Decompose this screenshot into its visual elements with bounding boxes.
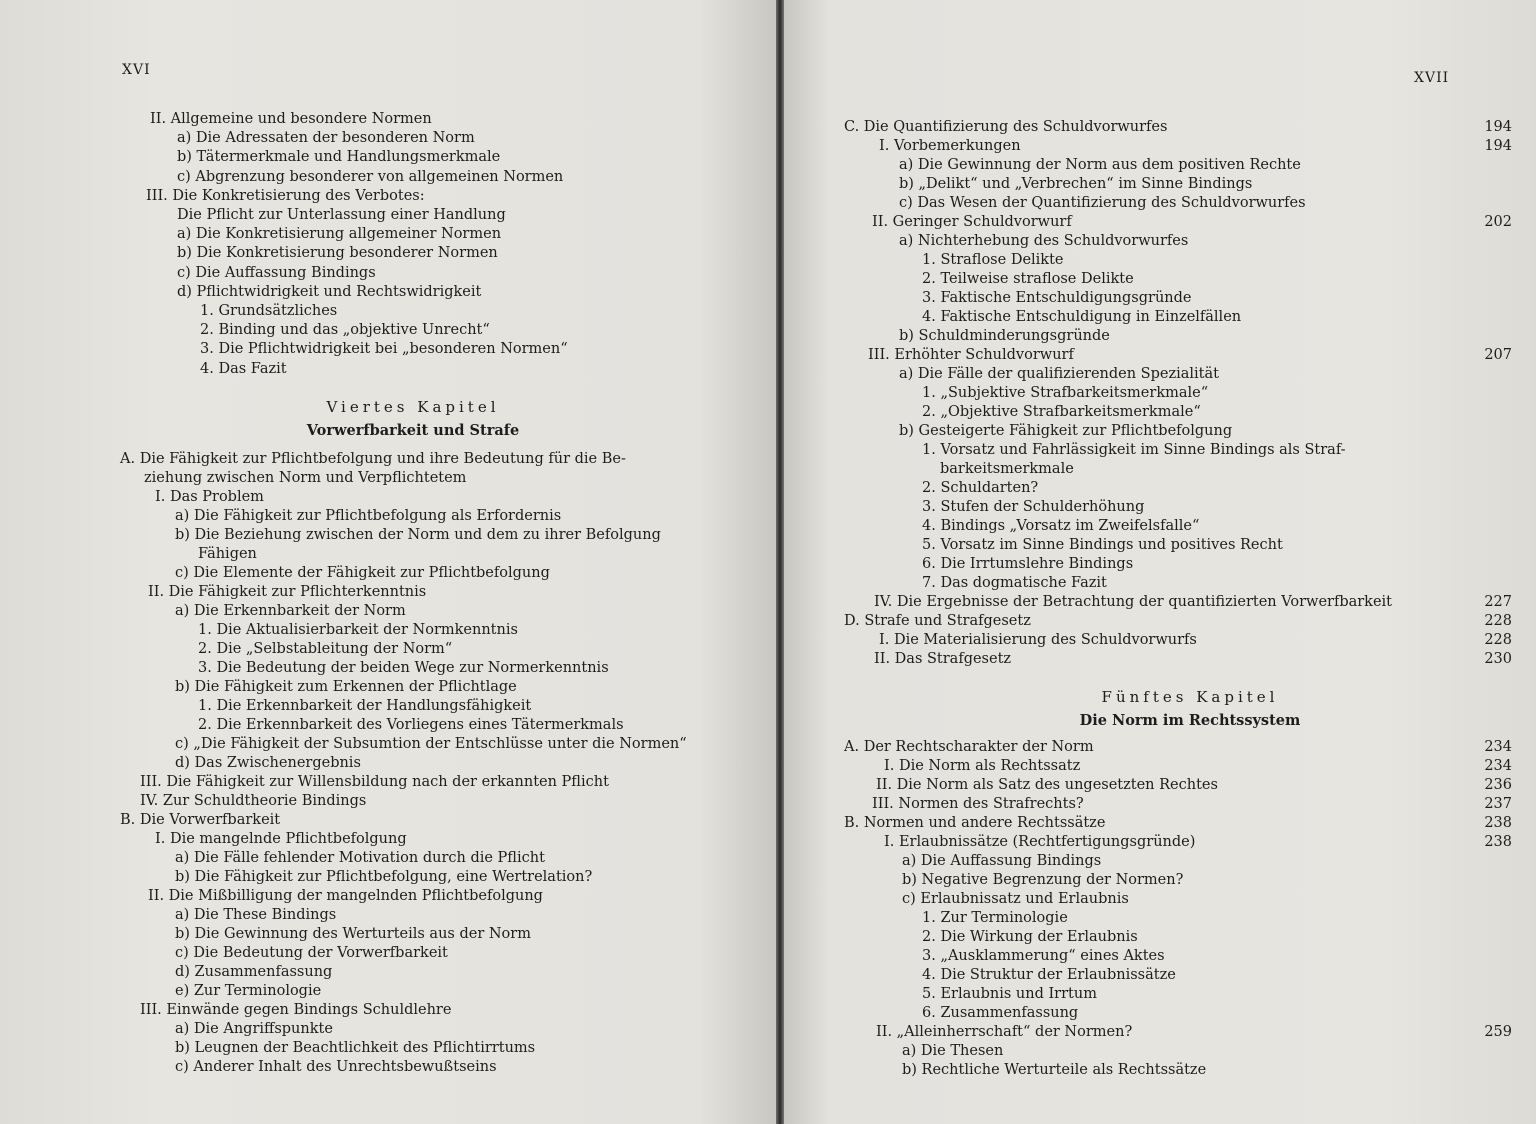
toc-entry [844, 137, 1512, 156]
toc-entry-title: 2. Die Wirkung der Erlaubnis [922, 929, 1138, 945]
toc-entry [844, 251, 1064, 270]
toc-entry [844, 213, 1512, 232]
toc-entry [120, 678, 517, 697]
toc-entry-title: b) Die Fähigkeit zur Pflichtbefolgung, eine Wertrelation? [175, 869, 593, 885]
toc-entry-page: 228 [1484, 632, 1512, 648]
toc-entry-title: 1. Vorsatz und Fahrlässigkeit im Sinne Bindings als Straf- [922, 442, 1346, 458]
toc-entry-title: 1. Die Aktualisierbarkeit der Normkenntnis [198, 622, 518, 638]
toc-entry-title: II. Die Norm als Satz des ungesetzten Rechtes [876, 777, 1218, 793]
toc-entry [122, 360, 287, 379]
toc-entry-title: B. Normen und andere Rechtssätze [844, 815, 1106, 831]
toc-entry [122, 225, 501, 244]
toc-entry [844, 308, 1241, 327]
toc-entry [120, 925, 531, 944]
toc-entry [844, 270, 1134, 289]
toc-entry [122, 321, 490, 340]
toc-entry-title: IV. Zur Schuldtheorie Bindings [140, 793, 367, 809]
toc-entry-title: b) „Delikt“ und „Verbrechen“ im Sinne Bindings [899, 176, 1253, 192]
toc-entry-title: 3. Die Bedeutung der beiden Wege zur Normerkenntnis [198, 660, 609, 676]
toc-entry [122, 283, 481, 302]
toc-entry-title: A. Der Rechtscharakter der Norm [844, 739, 1094, 755]
toc-entry [844, 1061, 1206, 1080]
toc-entry-title: 2. Schuldarten? [922, 480, 1039, 496]
toc-entry-title: 4. Das Fazit [200, 360, 287, 377]
toc-entry-title: a) Die Auffassung Bindings [902, 853, 1102, 869]
toc-entry-title: Die Pflicht zur Unterlassung einer Handlung [177, 207, 506, 223]
toc-entry-title: a) Die Gewinnung der Norm aus dem positiven Rechte [899, 157, 1301, 173]
toc-entry [120, 564, 550, 583]
toc-entry-title: b) Die Fähigkeit zum Erkennen der Pflichtlage [175, 679, 517, 695]
chapter-title: Vorwerfbarkeit und Strafe [306, 422, 520, 439]
toc-entry [122, 168, 563, 187]
toc-entry-title: II. Allgemeine und besondere Normen [150, 111, 432, 127]
toc-entry [120, 697, 531, 716]
toc-entry-title: b) Die Gewinnung des Werturteils aus der Norm [175, 926, 531, 942]
toc-entry-title: III. Einwände gegen Bindings Schuldlehre [140, 1002, 452, 1018]
toc-entry [844, 947, 1165, 966]
toc-entry [120, 868, 592, 887]
toc-entry [120, 754, 361, 773]
toc-entry [844, 403, 1201, 422]
toc-entry-title: I. Die Norm als Rechtssatz [884, 758, 1081, 774]
toc-entry [844, 156, 1301, 175]
toc-entry-title: barkeitsmerkmale [940, 461, 1074, 477]
toc-entry-title: b) Die Konkretisierung besonderer Normen [177, 245, 498, 262]
toc-entry-title: c) Die Auffassung Bindings [177, 264, 376, 281]
toc-entry-title: a) Die Erkennbarkeit der Norm [175, 603, 406, 619]
toc-entry [120, 1020, 333, 1039]
toc-entry-title: b) Rechtliche Werturteile als Rechtssätze [902, 1062, 1207, 1078]
toc-entry-title: a) Die These Bindings [175, 907, 337, 923]
toc-entry [120, 716, 624, 735]
toc-entry [120, 811, 280, 830]
toc-entry-title: d) Pflichtwidrigkeit und Rechtswidrigkeit [177, 283, 482, 300]
toc-entry-title: III. Die Fähigkeit zur Willensbildung nach der erkannten Pflicht [140, 774, 609, 790]
toc-entry-title: a) Die Angriffspunkte [175, 1021, 333, 1037]
toc-entry [120, 906, 336, 925]
toc-entry-title: a) Die Konkretisierung allgemeiner Normen [177, 226, 502, 243]
toc-entry-page: 207 [1484, 347, 1512, 363]
toc-entry-title: c) Die Elemente der Fähigkeit zur Pflichtbefolgung [175, 565, 550, 581]
toc-entry [120, 450, 626, 469]
toc-entry-title: B. Die Vorwerfbarkeit [120, 812, 281, 828]
toc-entry-page: 237 [1484, 796, 1512, 812]
toc-entry [844, 757, 1512, 776]
toc-entry [844, 327, 1110, 346]
toc-entry-title: a) Die Thesen [902, 1043, 1004, 1059]
chapter-title: Die Norm im Rechtssystem [1079, 712, 1301, 729]
toc-entry-title: 1. „Subjektive Strafbarkeitsmerkmale“ [922, 385, 1209, 401]
toc-entry-title: II. Die Fähigkeit zur Pflichterkenntnis [148, 584, 427, 600]
toc-entry [120, 602, 406, 621]
toc-entry-title: III. Normen des Strafrechts? [872, 796, 1084, 812]
toc-entry [122, 244, 498, 263]
toc-entry-title: 3. „Ausklammerung“ eines Aktes [922, 948, 1165, 964]
toc-entry [122, 264, 376, 283]
toc-entry-title: IV. Die Ergebnisse der Betrachtung der quantifizierten Vorwerfbarkeit [874, 594, 1393, 610]
toc-entry [122, 129, 475, 148]
toc-entry-title: 1. Zur Terminologie [922, 910, 1068, 926]
toc-entry-title: 2. Teilweise straflose Delikte [922, 271, 1134, 287]
toc-entry-title: II. Die Mißbilligung der mangelnden Pflichtbefolgung [148, 888, 543, 904]
toc-entry [120, 1001, 451, 1020]
toc-entry [844, 422, 1232, 441]
toc-entry [120, 1058, 497, 1077]
toc-entry-title: II. „Alleinherrschaft“ der Normen? [876, 1024, 1133, 1040]
toc-entry [844, 1042, 1003, 1061]
toc-entry-page: 194 [1484, 119, 1512, 135]
toc-entry [844, 631, 1512, 650]
toc-entry-title: 5. Vorsatz im Sinne Bindings und positives Recht [922, 537, 1283, 553]
toc-entry-page: 238 [1484, 815, 1512, 831]
toc-entry [844, 833, 1512, 852]
toc-entry [844, 232, 1188, 251]
toc-entry [120, 849, 545, 868]
toc-entry-title: b) Leugnen der Beachtlichkeit des Pflichtirrtums [175, 1040, 536, 1056]
toc-entry-title: 3. Faktische Entschuldigungsgründe [922, 290, 1192, 306]
toc-entry-page: 236 [1484, 777, 1512, 793]
toc-entry [120, 887, 543, 906]
toc-entry [844, 365, 1219, 384]
toc-entry [844, 738, 1512, 757]
toc-entry [122, 206, 506, 225]
toc-entry [120, 830, 407, 849]
toc-entry-title: C. Die Quantifizierung des Schuldvorwurfes [844, 119, 1168, 135]
toc-entry [120, 640, 452, 659]
toc-entry-title: 4. Faktische Entschuldigung in Einzelfällen [922, 309, 1242, 325]
toc-entry [844, 1023, 1512, 1042]
toc-entry [122, 110, 432, 129]
toc-entry-page: 202 [1484, 214, 1512, 230]
toc-entry [844, 928, 1138, 947]
toc-entry [844, 498, 1144, 517]
toc-entry-title: 7. Das dogmatische Fazit [922, 575, 1107, 591]
toc-entry [120, 944, 448, 963]
toc-entry [844, 346, 1512, 365]
toc-entry-title: b) Negative Begrenzung der Normen? [902, 872, 1184, 888]
toc-entry [122, 187, 425, 206]
toc-entry [120, 526, 661, 545]
chapter-number: Viertes Kapitel [326, 398, 500, 416]
toc-entry-title: 1. Grundsätzliches [200, 303, 338, 319]
toc-entry-title: 6. Die Irrtumslehre Bindings [922, 556, 1134, 572]
page-number-right: XVII [1414, 70, 1450, 86]
toc-entry-title: a) Die Fälle fehlender Motivation durch die Pflicht [175, 850, 545, 866]
toc-entry-title: 4. Bindings „Vorsatz im Zweifelsfalle“ [922, 518, 1200, 534]
toc-entry [120, 488, 264, 507]
toc-entry [122, 340, 568, 359]
toc-entry [844, 795, 1512, 814]
toc-entry [844, 118, 1512, 137]
toc-entry-page: 259 [1484, 1024, 1512, 1040]
toc-entry-title: 1. Die Erkennbarkeit der Handlungsfähigkeit [198, 698, 532, 714]
book-gutter [776, 0, 784, 1124]
toc-entry-title: Fähigen [198, 546, 257, 562]
toc-entry [844, 985, 1097, 1004]
toc-entry [120, 545, 257, 564]
toc-entry-title: 4. Die Struktur der Erlaubnissätze [922, 967, 1176, 983]
toc-entry [120, 1039, 535, 1058]
toc-entry [844, 289, 1192, 308]
toc-entry-page: 230 [1484, 651, 1512, 667]
toc-entry-title: III. Die Konkretisierung des Verbotes: [146, 187, 425, 204]
toc-entry-title: d) Das Zwischenergebnis [175, 755, 361, 771]
toc-entry [844, 555, 1133, 574]
toc-entry-title: b) Tätermerkmale und Handlungsmerkmale [177, 149, 501, 166]
toc-entry [120, 659, 609, 678]
toc-entry-title: c) Das Wesen der Quantifizierung des Schuldvorwurfes [899, 195, 1306, 211]
toc-entry-title: I. Erlaubnissätze (Rechtfertigungsgründe) [884, 834, 1196, 850]
toc-entry [844, 593, 1512, 612]
chapter-heading-left [0, 398, 776, 439]
toc-entry-title: c) Abgrenzung besonderer von allgemeinen Normen [177, 168, 564, 185]
toc-entry [844, 175, 1252, 194]
right-page [784, 0, 1536, 1124]
toc-entry [844, 536, 1283, 555]
toc-entry [120, 469, 466, 488]
toc-entry-page: 234 [1484, 758, 1512, 774]
toc-entry-title: c) Anderer Inhalt des Unrechtsbewußtseins [175, 1059, 497, 1075]
toc-entry-title: b) Schuldminderungsgründe [899, 328, 1110, 344]
toc-entry [844, 890, 1129, 909]
toc-entry-title: I. Die mangelnde Pflichtbefolgung [155, 831, 407, 847]
toc-entry [120, 583, 426, 602]
toc-entry-title: a) Die Adressaten der besonderen Norm [177, 130, 475, 147]
toc-entry-title: a) Die Fähigkeit zur Pflichtbefolgung als Erfordernis [175, 508, 562, 524]
toc-entry-title: c) „Die Fähigkeit der Subsumtion der Entschlüsse unter die Normen“ [175, 736, 687, 752]
toc-entry [844, 194, 1306, 213]
toc-entry-page: 194 [1484, 138, 1512, 154]
toc-entry-title: a) Nichterhebung des Schuldvorwurfes [899, 233, 1189, 249]
toc-entry [120, 507, 561, 526]
toc-entry-title: I. Das Problem [155, 489, 264, 505]
toc-entry [844, 612, 1512, 631]
toc-entry [844, 871, 1183, 890]
toc-entry [122, 302, 337, 321]
toc-entry [844, 852, 1101, 871]
toc-entry-title: e) Zur Terminologie [175, 983, 322, 999]
toc-entry [120, 621, 518, 640]
toc-entry-title: b) Die Beziehung zwischen der Norm und dem zu ihrer Befolgung [175, 527, 661, 543]
toc-entry [122, 148, 500, 167]
toc-entry-title: 3. Die Pflichtwidrigkeit bei „besonderen Normen“ [200, 341, 568, 358]
chapter-number: Fünftes Kapitel [1101, 688, 1279, 706]
toc-entry [120, 773, 609, 792]
toc-entry [120, 792, 366, 811]
toc-entry [844, 966, 1176, 985]
toc-entry-title: 2. Die „Selbstableitung der Norm“ [198, 641, 453, 657]
toc-entry [844, 814, 1512, 833]
toc-entry [844, 574, 1107, 593]
toc-entry [844, 909, 1068, 928]
toc-entry [120, 982, 321, 1001]
page-number-left: XVI [122, 62, 151, 78]
toc-entry-title: c) Die Bedeutung der Vorwerfbarkeit [175, 945, 448, 961]
toc-entry-title: 6. Zusammenfassung [922, 1005, 1079, 1021]
toc-entry-title: D. Strafe und Strafgesetz [844, 613, 1031, 629]
toc-entry-title: 2. Die Erkennbarkeit des Vorliegens eines Tätermerkmals [198, 717, 624, 733]
toc-entry [844, 460, 1074, 479]
toc-entry-title: d) Zusammenfassung [175, 964, 333, 980]
toc-entry-title: c) Erlaubnissatz und Erlaubnis [902, 891, 1129, 907]
toc-entry-title: 3. Stufen der Schulderhöhung [922, 499, 1145, 515]
toc-entry-title: 5. Erlaubnis und Irrtum [922, 986, 1097, 1002]
toc-entry-title: II. Geringer Schuldvorwurf [872, 214, 1072, 230]
toc-entry-page: 238 [1484, 834, 1512, 850]
toc-entry-title: 1. Straflose Delikte [922, 252, 1064, 268]
toc-entry-title: II. Das Strafgesetz [874, 651, 1012, 667]
toc-entry [120, 735, 687, 754]
toc-entry-title: A. Die Fähigkeit zur Pflichtbefolgung und ihre Bedeutung für die Be- [120, 451, 626, 467]
toc-entry-title: a) Die Fälle der qualifizierenden Spezialität [899, 366, 1219, 382]
toc-entry [844, 384, 1208, 403]
toc-entry [844, 441, 1346, 460]
toc-entry-title: 2. Binding und das „objektive Unrecht“ [200, 322, 490, 339]
toc-entry-title: 2. „Objektive Strafbarkeitsmerkmale“ [922, 404, 1201, 420]
toc-entry [844, 650, 1512, 669]
toc-entry [120, 963, 332, 982]
toc-entry-title: III. Erhöhter Schuldvorwurf [868, 347, 1074, 363]
toc-entry-title: I. Vorbemerkungen [879, 138, 1021, 154]
toc-entry-title: I. Die Materialisierung des Schuldvorwurfs [879, 632, 1197, 648]
toc-entry [844, 776, 1512, 795]
toc-entry-title: ziehung zwischen Norm und Verpflichtetem [144, 470, 467, 486]
toc-entry [844, 517, 1199, 536]
chapter-heading-right [784, 688, 1536, 729]
toc-entry-page: 227 [1484, 594, 1512, 610]
toc-entry-title: b) Gesteigerte Fähigkeit zur Pflichtbefolgung [899, 423, 1233, 439]
toc-entry-page: 228 [1484, 613, 1512, 629]
toc-entry [844, 479, 1038, 498]
toc-entry-page: 234 [1484, 739, 1512, 755]
toc-entry [844, 1004, 1078, 1023]
